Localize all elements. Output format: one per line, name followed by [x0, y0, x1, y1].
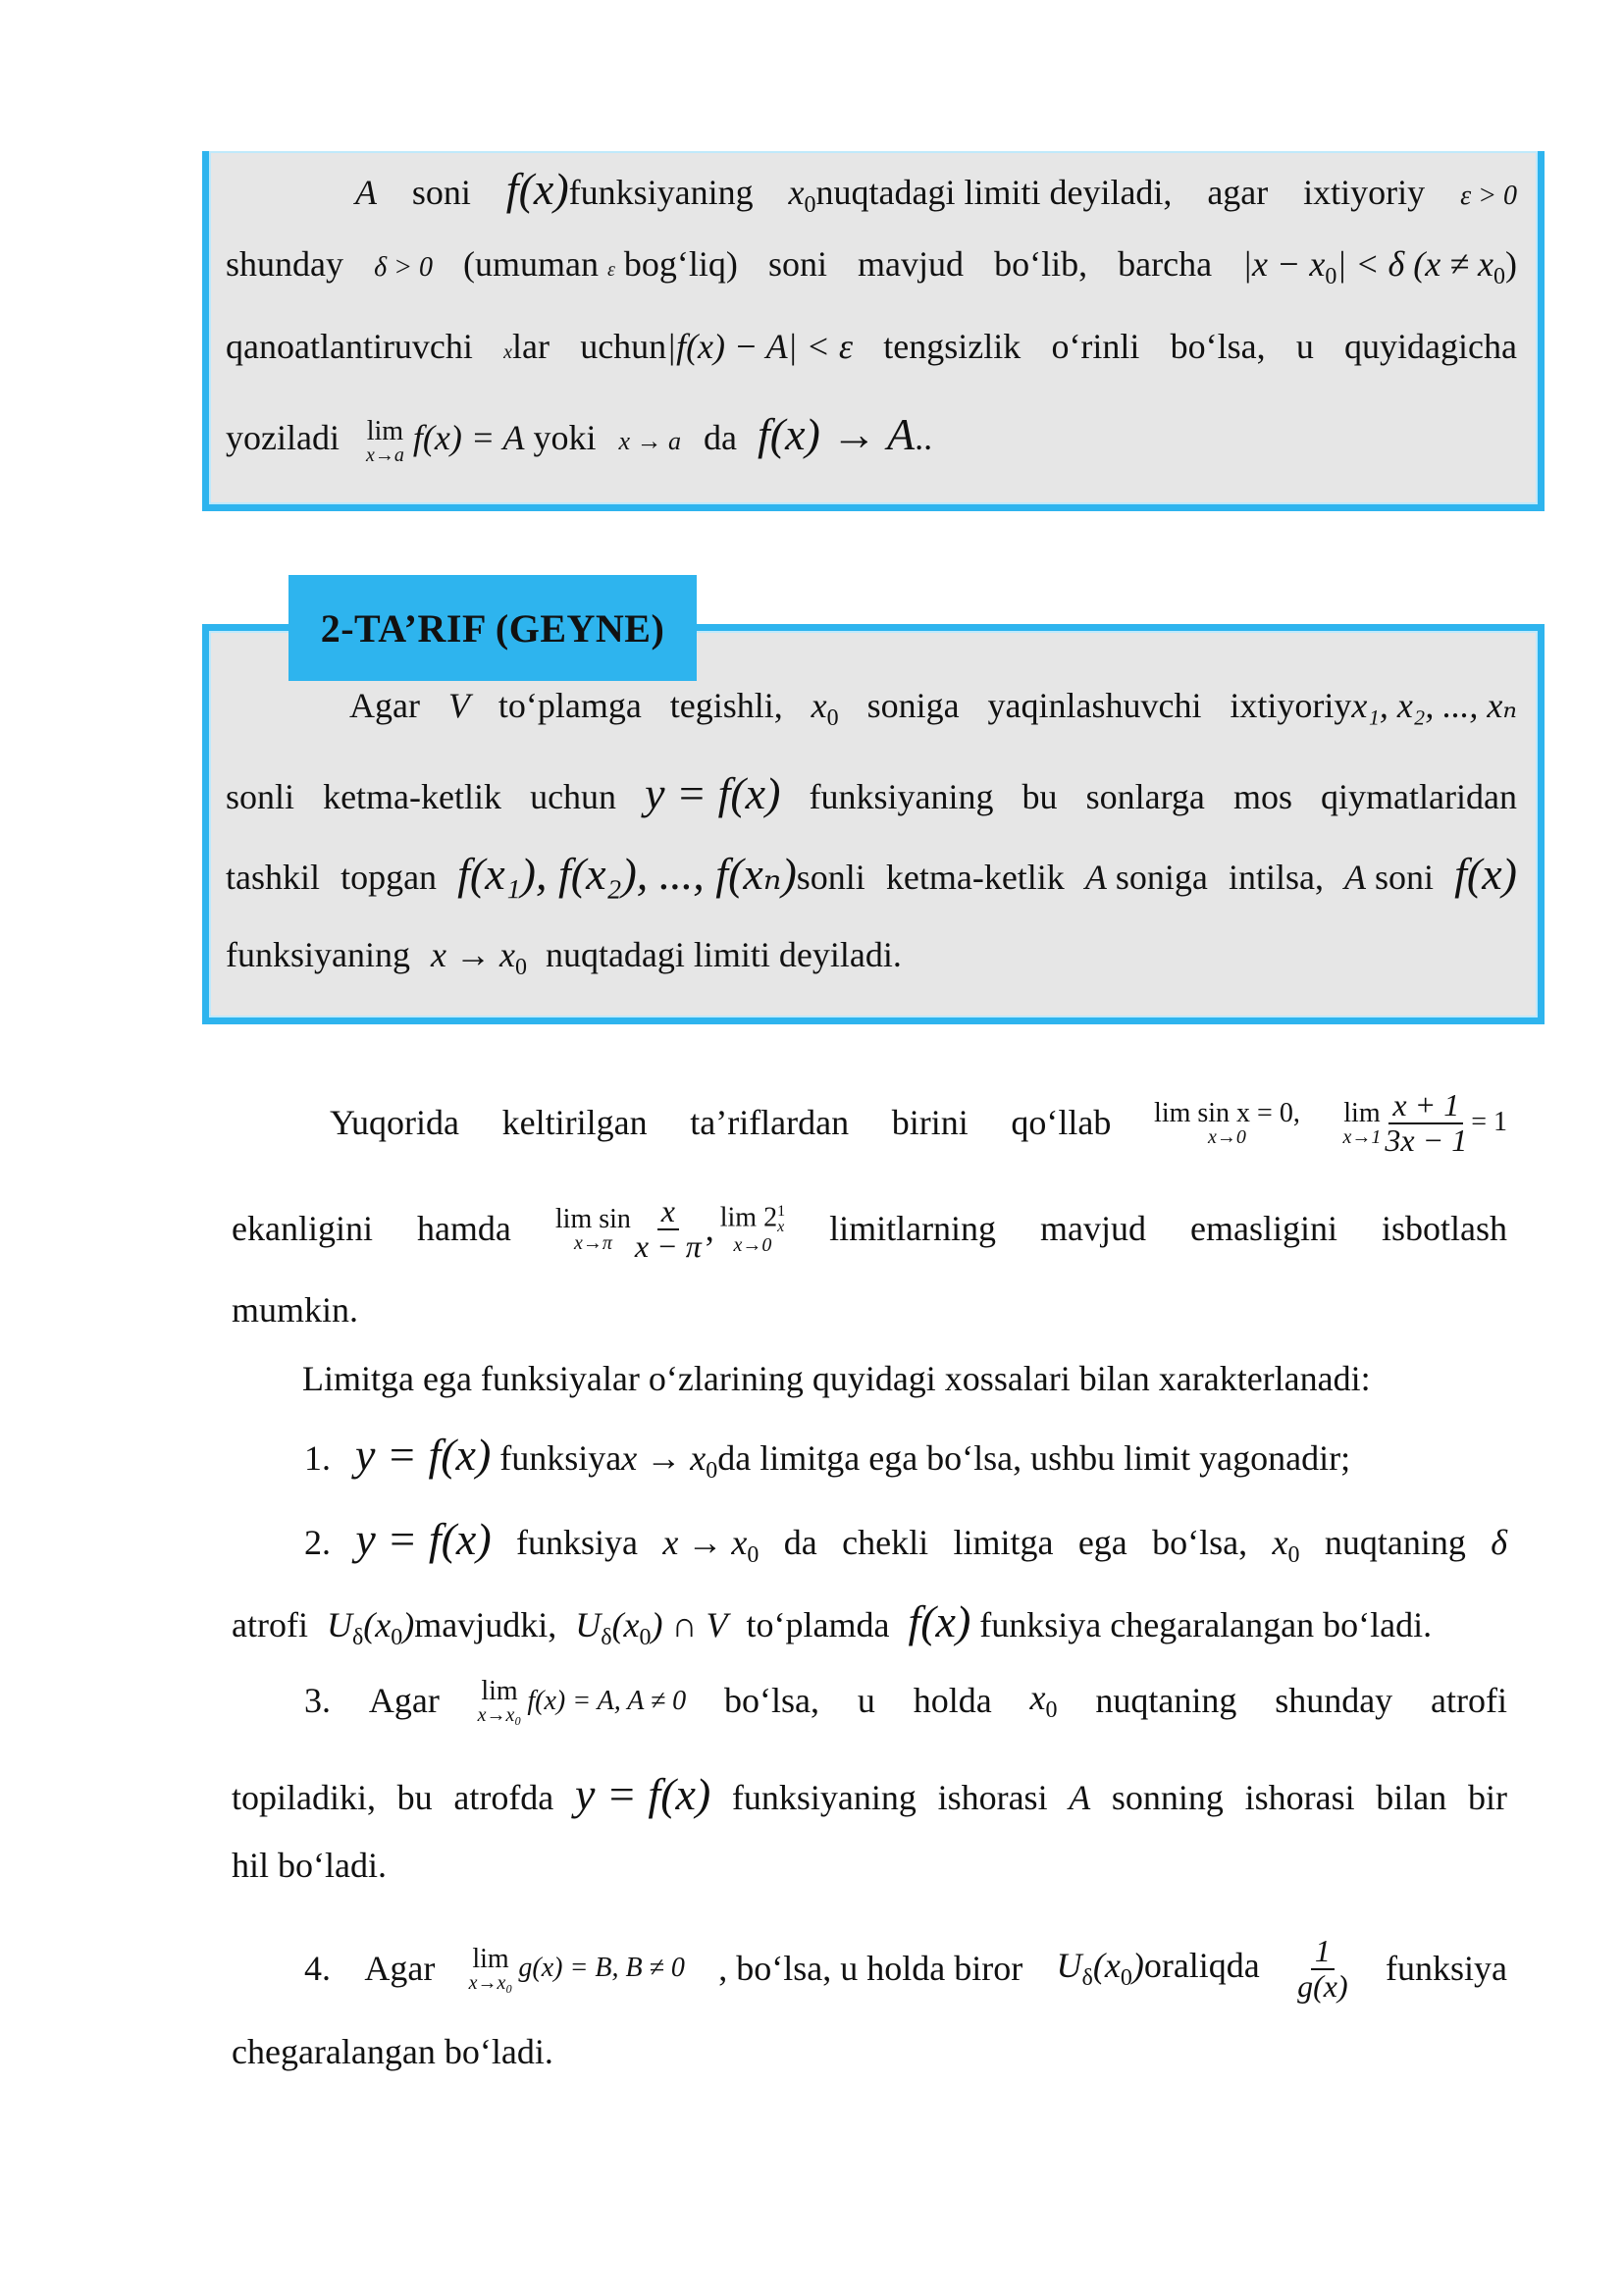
property-item-4-continued: chegaralangan bo‘ladi. — [232, 2032, 553, 2071]
property-item-3-end: hil bo‘ladi. — [232, 1846, 387, 1885]
fraction: $\frac{x + 1}{3x - 1}$ — [1385, 1087, 1468, 1158]
property-item-3-continued: topiladiki, bu atrofda y = f(x) funksiyaning ishorasi A sonning ishorasi bilan bir — [232, 1769, 1507, 1819]
property-item-2: 2. y = f(x) funksiya $x \to x_0$ da chekli limitga ega bo‘lsa, $x_0$ nuqtaning δ — [304, 1514, 1507, 1568]
property-item-1: 1. y = f(x) funksiyax → $x_0da$ limitga ega bo‘lsa, ushbu limit yagonadir; — [304, 1430, 1351, 1484]
property-item-2-continued: atrofi $U_\delta(x_0)mavjudki$, $U_\delta(x_0)$ ∩ V to‘plamda f(x) funksiya chegaralangan bo‘ladi. — [232, 1596, 1433, 1650]
box2-line-1: Agar V to‘plamga tegishli, $x_0$ soniga yaqinlashuvchi ixtiyoriyx₁, x₂, ..., xₙ — [349, 686, 1517, 731]
body-paragraph-3: mumkin. — [232, 1290, 359, 1330]
box2-line-2: sonli ketma-ketlik uchun y = f(x) funksiyaning bu sonlarga mos qiymatlaridan — [226, 768, 1517, 818]
property-item-3: 3. Agar lim x→x₀ f(x) = A, A ≠ 0 bo‘lsa, u holda $x_0$ nuqtaning shunday atrofi — [304, 1676, 1507, 1726]
body-paragraph-4: Limitga ega funksiyalar o‘zlarining quyidagi xossalari bilan xarakterlanadi: — [302, 1359, 1371, 1398]
body-paragraph-2: ekanligini hamda lim sin x→π $\frac{x}{x - \pi}$ , lim 2 $^{1 x}$ x→0 limitlarning mavjud emasligini isbotlash — [232, 1193, 1507, 1264]
box1-line-4: yoziladi lim x→a f(x) = A yoki x → a da f(x) → A.. — [226, 409, 933, 466]
limit-expression: lim x→a — [365, 415, 404, 466]
box1-line-3: qanoatlantiruvchi xlar uchun|f(x) − A| < ε tengsizlik o‘rinli bo‘lsa, u quyidagicha — [226, 327, 1517, 366]
body-paragraph-1: Yuqorida keltirilgan ta’riflardan birini qo‘llab lim sin x = 0, x→0 lim x→1 $\frac{x + 1}{3x - 1}$ = 1 — [330, 1087, 1507, 1158]
box2-line-4: funksiyaning $x \to x_0$ nuqtadagi limiti deyiladi. — [226, 935, 902, 980]
property-item-4: 4. Agar lim x→x₀ g(x) = B, B ≠ 0 , bo‘lsa, u holda biror $U_\delta(x_0)oraliqda$ $\frac{1}{g(x)}$ funksiya — [304, 1933, 1507, 2004]
definition-2-title: 2-TA’RIF (GEYNE) — [288, 575, 697, 681]
box2-line-3: tashkil topgan f(x₁), f(x₂), ..., f(xₙ)sonli ketma-ketlik A soniga intilsa, A soni f(x) — [226, 849, 1517, 899]
box1-line-1: A soni f(x)funksiyaning $x_0nuqtadagi$ limiti deyiladi, agar ixtiyoriy ε > 0 — [355, 164, 1517, 218]
box1-line-2: shunday δ > 0 (umuman ε bog‘liq) soni mavjud bo‘lib, barcha $|x - x_0| < \delta$ $(x \ne x_0)$ — [226, 244, 1517, 289]
